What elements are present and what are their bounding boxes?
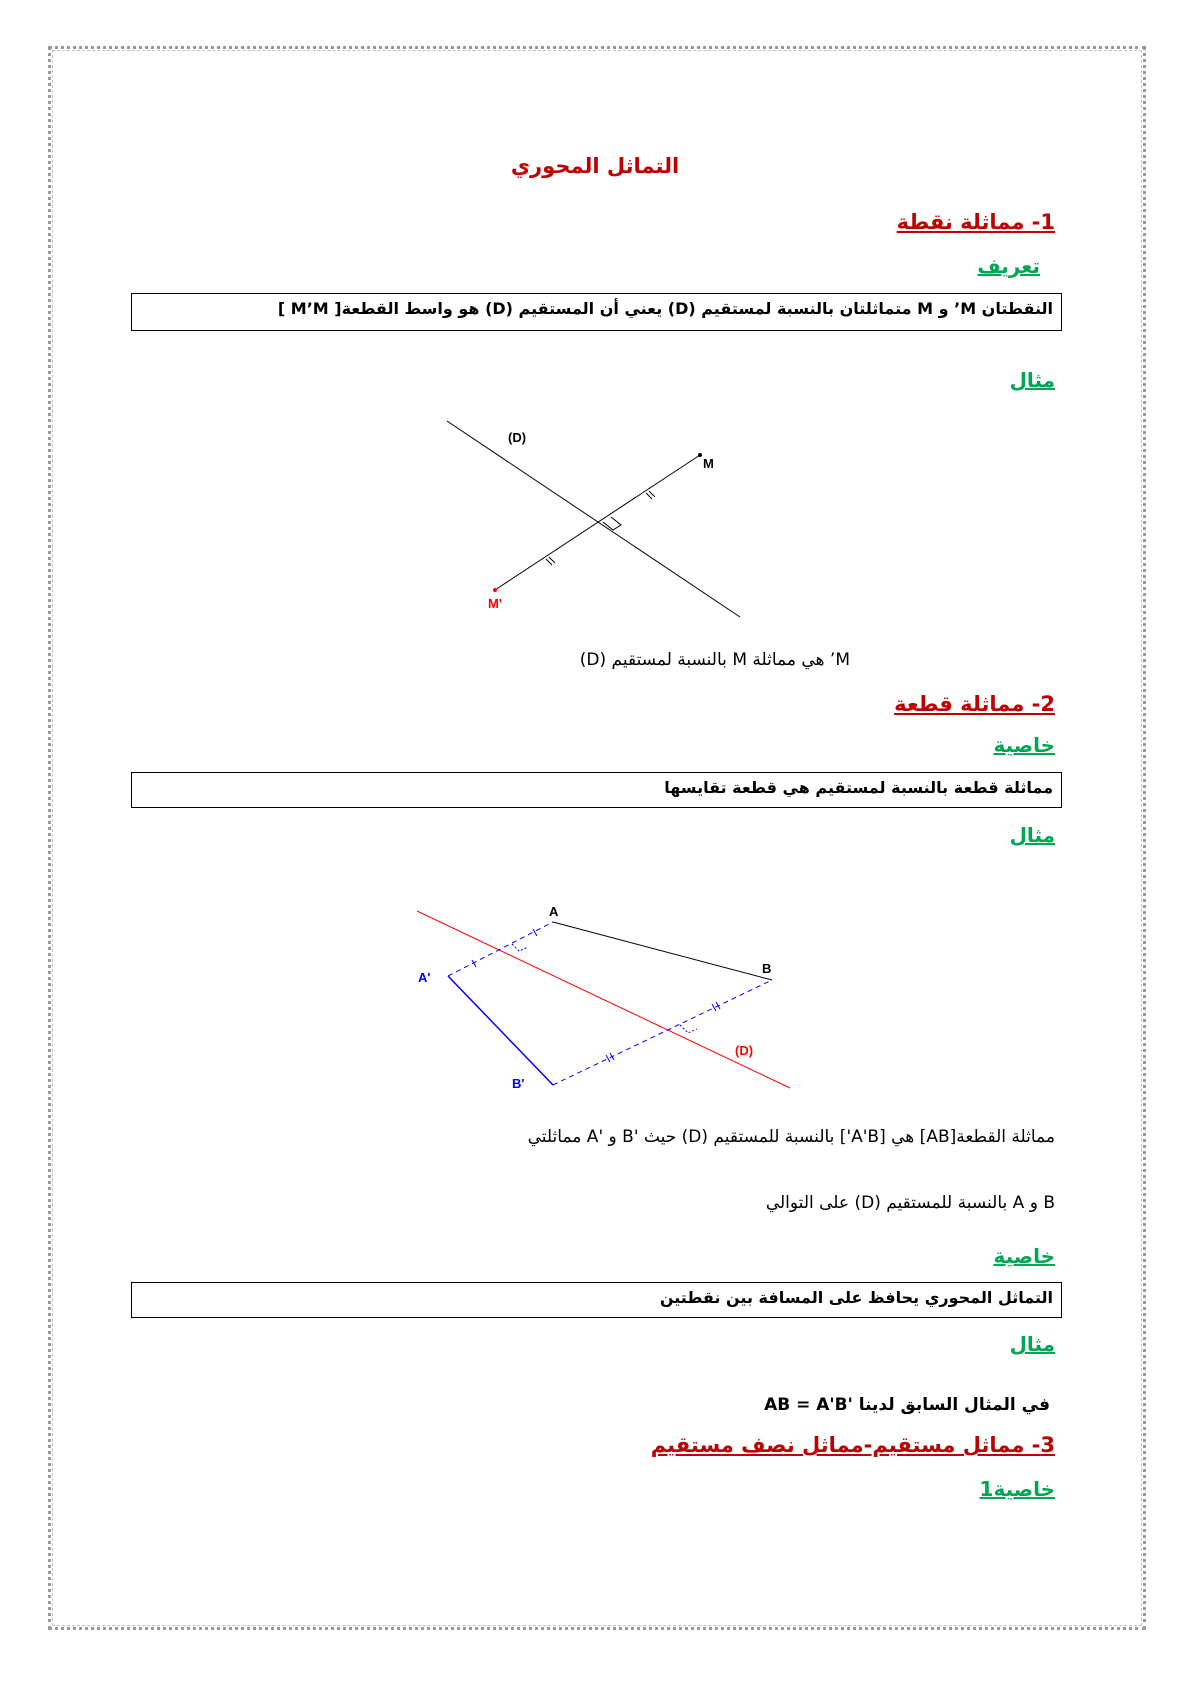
- label-m-prime: M': [488, 596, 502, 611]
- page-title: التماثل المحوري: [510, 154, 680, 178]
- tick-b-2: [712, 1004, 716, 1011]
- label-m: M: [703, 456, 714, 471]
- property-label-2: خاصية: [993, 1244, 1055, 1268]
- section-3-heading: 3- مماثل مستقيم-مماثل نصف مستقيم: [650, 1433, 1055, 1457]
- segment-ab: [553, 922, 772, 980]
- figure-segment-symmetry: [410, 905, 800, 1095]
- example-2-text: في المثال السابق لدينا 'AB = A'B: [764, 1395, 1050, 1415]
- page-border-inner: [52, 50, 1142, 1626]
- property-label-3: خاصية1: [979, 1477, 1055, 1501]
- label-a-prime: A': [418, 970, 431, 985]
- section-1-heading: 1- مماثلة نقطة: [896, 210, 1055, 234]
- axis-d-red: [417, 911, 790, 1088]
- example-label-1: مثال: [1009, 368, 1055, 392]
- property-text-1: مماثلة قطعة بالنسبة لمستقيم هي قطعة تقايسها: [664, 778, 1053, 797]
- dashed-bb-prime: [553, 980, 772, 1085]
- right-angle-mark-a: [512, 944, 528, 951]
- tick-mark-1b: [549, 557, 555, 563]
- point-m-prime: [493, 588, 497, 592]
- property-box-2: [131, 1282, 1062, 1318]
- definition-box: [131, 293, 1062, 331]
- figure-point-symmetry: [440, 415, 770, 625]
- axis-d-line: [447, 421, 740, 617]
- tick-mark-2b: [649, 491, 655, 497]
- tick-mark-1: [546, 559, 552, 565]
- property-box-1: [131, 772, 1062, 808]
- example-label-3: مثال: [1009, 1332, 1055, 1356]
- tick-mark-2: [646, 493, 652, 499]
- section-2-heading: 2- مماثلة قطعة: [894, 692, 1055, 716]
- label-b: B: [762, 961, 772, 976]
- property-text-2: التماثل المحوري يحافظ على المسافة بين نقطتين: [659, 1288, 1053, 1307]
- label-b-prime: B': [512, 1076, 525, 1091]
- example-label-2: مثال: [1009, 823, 1055, 847]
- property-label-1: خاصية: [993, 733, 1055, 757]
- segment-a-prime-b-prime: [448, 976, 553, 1085]
- definition-label: تعريف: [977, 254, 1040, 278]
- caption-2-line-2: B و A بالنسبة للمستقيم (D) على التوالي: [765, 1193, 1055, 1213]
- label-a: A: [549, 905, 559, 919]
- right-angle-mark: [603, 517, 621, 530]
- label-d-red: (D): [735, 1043, 754, 1058]
- definition-text: النقطتان M’ و M متماثلتان بالنسبة لمستقيم (D) يعني أن المستقيم (D) هو واسط القطعة[ M’M ]: [277, 299, 1053, 318]
- label-d: (D): [508, 430, 527, 445]
- point-m: [698, 453, 702, 457]
- caption-2-line-1: مماثلة القطعة[AB] هي [A'B'] بالنسبة للمستقيم (D) حيث 'B و 'A مماثلتي: [527, 1127, 1055, 1147]
- right-angle-mark-b: [680, 1025, 697, 1033]
- tick-b-1: [606, 1055, 610, 1062]
- caption-1: M’ هي مماثلة M بالنسبة لمستقيم (D): [579, 650, 850, 670]
